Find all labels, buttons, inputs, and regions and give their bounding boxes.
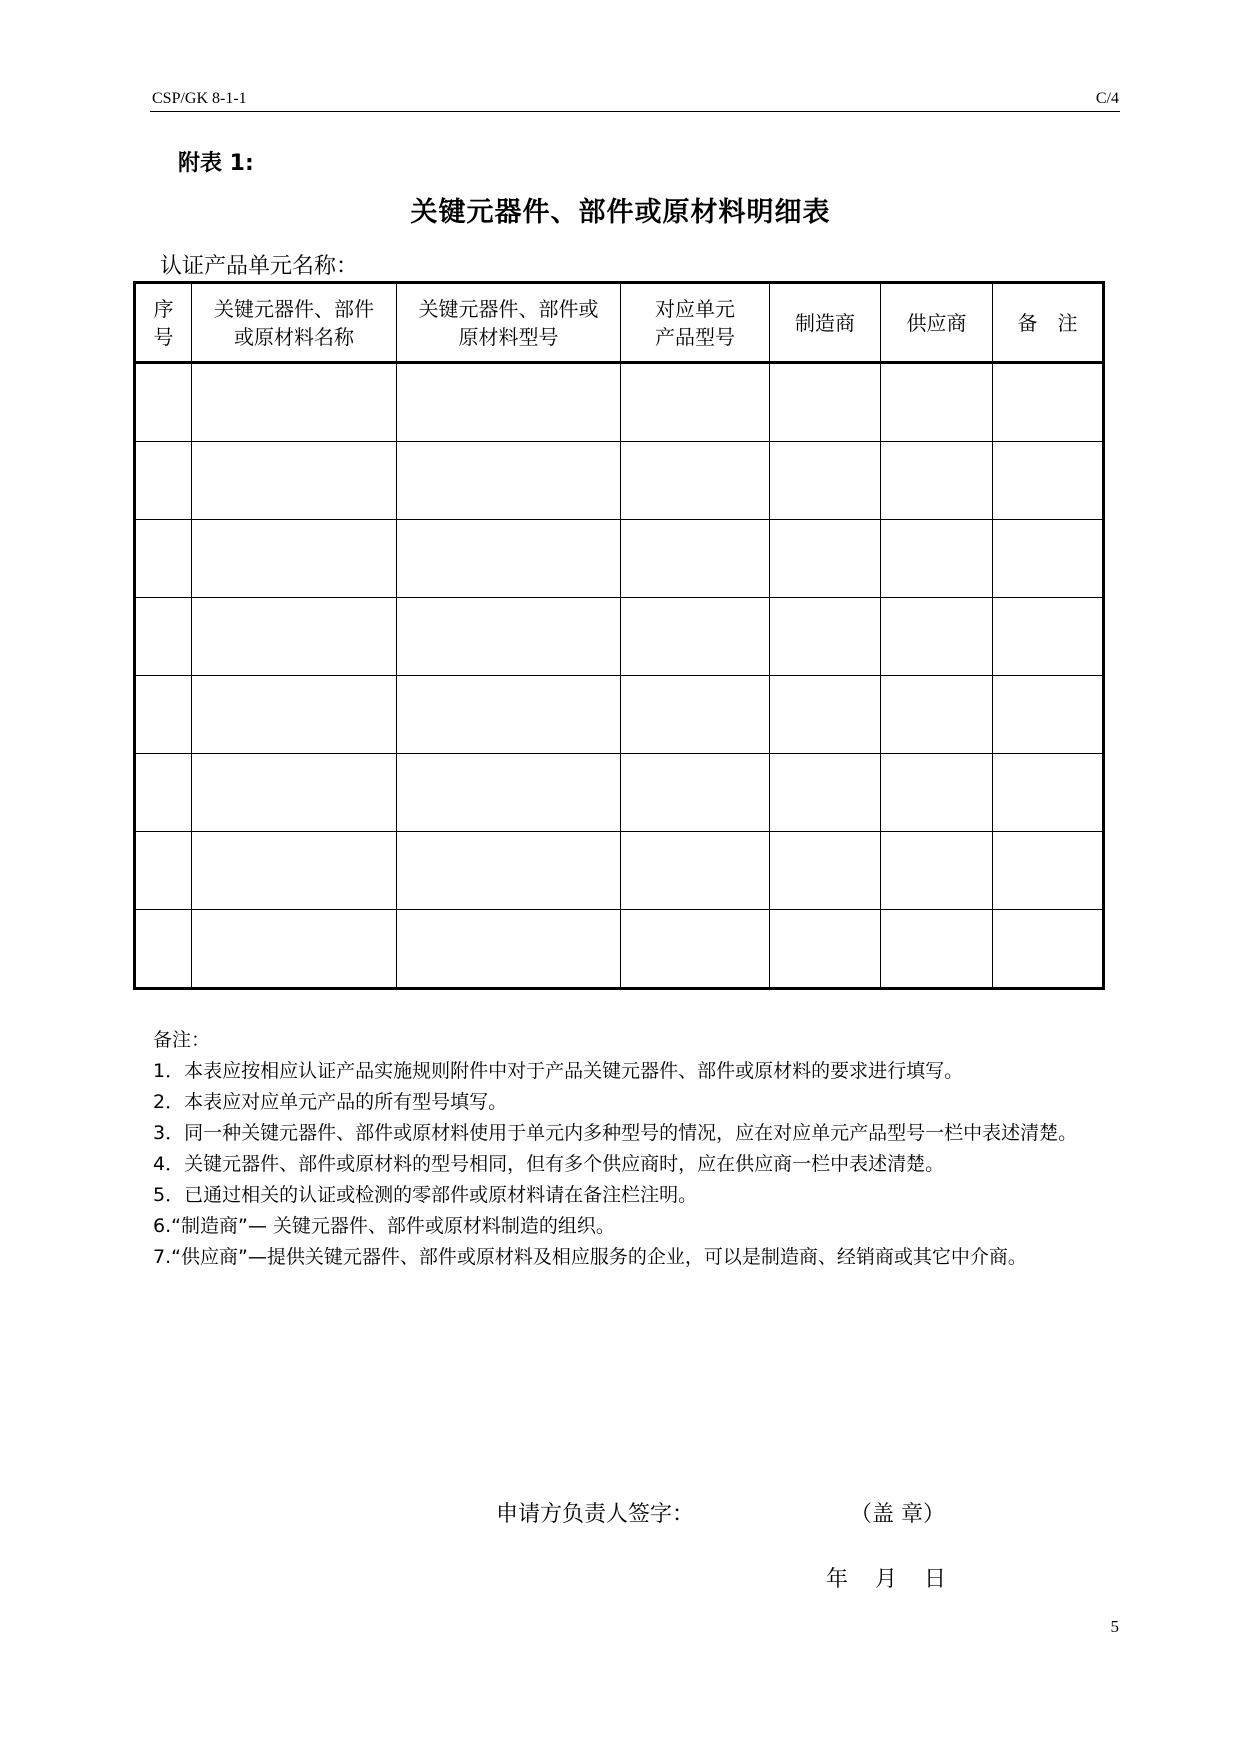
- table-body: [135, 363, 1104, 989]
- table-cell[interactable]: [397, 363, 621, 442]
- signature-label: 申请方负责人签字：: [496, 1502, 695, 1527]
- table-row: [135, 754, 1104, 832]
- column-header-component-name: 关键元器件、部件 或原材料名称: [192, 283, 397, 363]
- table-cell[interactable]: [135, 442, 192, 520]
- note-item: 4．关键元器件、部件或原材料的型号相同，但有多个供应商时，应在供应商一栏中表述清楚。: [153, 1153, 945, 1175]
- table-cell[interactable]: [993, 442, 1104, 520]
- table-cell[interactable]: [770, 363, 881, 442]
- table-cell[interactable]: [881, 754, 993, 832]
- table-cell[interactable]: [397, 832, 621, 910]
- date-label: 年 月 日: [826, 1567, 946, 1592]
- table-cell[interactable]: [135, 910, 192, 989]
- table-cell[interactable]: [192, 520, 397, 598]
- table-cell[interactable]: [192, 910, 397, 989]
- table-cell[interactable]: [397, 910, 621, 989]
- note-item: 1．本表应按相应认证产品实施规则附件中对于产品关键元器件、部件或原材料的要求进行填写。: [153, 1060, 964, 1082]
- note-item: 6.“制造商”— 关键元器件、部件或原材料制造的组织。: [153, 1215, 615, 1237]
- table-cell[interactable]: [621, 363, 770, 442]
- table-cell[interactable]: [621, 598, 770, 676]
- table-cell[interactable]: [993, 832, 1104, 910]
- table-row: [135, 363, 1104, 442]
- table-cell[interactable]: [621, 910, 770, 989]
- table-cell[interactable]: [192, 754, 397, 832]
- column-header-supplier: 供应商: [881, 283, 993, 363]
- table-cell[interactable]: [621, 520, 770, 598]
- table-row: [135, 442, 1104, 520]
- table-cell[interactable]: [397, 520, 621, 598]
- revision-code: C/4: [1095, 90, 1119, 107]
- table-cell[interactable]: [770, 520, 881, 598]
- table-cell[interactable]: [135, 832, 192, 910]
- table-cell[interactable]: [621, 442, 770, 520]
- table-cell[interactable]: [135, 598, 192, 676]
- table-cell[interactable]: [993, 754, 1104, 832]
- table-cell[interactable]: [135, 676, 192, 754]
- table-cell[interactable]: [770, 832, 881, 910]
- table-cell[interactable]: [881, 832, 993, 910]
- table-cell[interactable]: [135, 520, 192, 598]
- column-header-serial-no: 序 号: [135, 283, 192, 363]
- table-cell[interactable]: [135, 363, 192, 442]
- unit-name-label: 认证产品单元名称：: [160, 254, 359, 279]
- page-number: 5: [1110, 1617, 1119, 1636]
- table-row: [135, 910, 1104, 989]
- table-row: [135, 598, 1104, 676]
- table-cell[interactable]: [881, 598, 993, 676]
- table-cell[interactable]: [397, 442, 621, 520]
- table-row: [135, 832, 1104, 910]
- appendix-label: 附表 1:: [178, 151, 254, 176]
- table-cell[interactable]: [397, 676, 621, 754]
- table-cell[interactable]: [881, 676, 993, 754]
- column-header-product-model: 对应单元 产品型号: [621, 283, 770, 363]
- column-header-component-model: 关键元器件、部件或 原材料型号: [397, 283, 621, 363]
- notes-heading: 备注：: [153, 1029, 211, 1051]
- table-cell[interactable]: [770, 442, 881, 520]
- note-item: 5．已通过相关的认证或检测的零部件或原材料请在备注栏注明。: [153, 1184, 698, 1206]
- header-rule: [150, 111, 1120, 112]
- table-cell[interactable]: [192, 363, 397, 442]
- table-cell[interactable]: [770, 676, 881, 754]
- table-cell[interactable]: [770, 754, 881, 832]
- table-cell[interactable]: [881, 442, 993, 520]
- table-cell[interactable]: [621, 676, 770, 754]
- table-cell[interactable]: [993, 910, 1104, 989]
- table-cell[interactable]: [397, 754, 621, 832]
- table-cell[interactable]: [770, 598, 881, 676]
- table-cell[interactable]: [135, 754, 192, 832]
- table-cell[interactable]: [993, 598, 1104, 676]
- table-header-row: [135, 283, 1104, 363]
- table-cell[interactable]: [993, 363, 1104, 442]
- table-row: [135, 676, 1104, 754]
- note-item: 2．本表应对应单元产品的所有型号填写。: [153, 1091, 508, 1113]
- note-item: 3．同一种关键元器件、部件或原材料使用于单元内多种型号的情况，应在对应单元产品型号一栏中表述清楚。: [153, 1122, 1078, 1144]
- table-cell[interactable]: [993, 520, 1104, 598]
- table-cell[interactable]: [881, 363, 993, 442]
- table-cell[interactable]: [993, 676, 1104, 754]
- table-cell[interactable]: [192, 676, 397, 754]
- seal-label: （盖 章）: [850, 1502, 945, 1527]
- table-cell[interactable]: [770, 910, 881, 989]
- components-table: [133, 281, 1105, 990]
- table-cell[interactable]: [881, 910, 993, 989]
- column-header-manufacturer: 制造商: [770, 283, 881, 363]
- doc-code: CSP/GK 8-1-1: [152, 90, 247, 107]
- note-item: 7.“供应商”—提供关键元器件、部件或原材料及相应服务的企业，可以是制造商、经销商或其它中介商。: [153, 1246, 1027, 1268]
- table-cell[interactable]: [192, 442, 397, 520]
- page-title: 关键元器件、部件或原材料明细表: [410, 197, 831, 228]
- table-row: [135, 520, 1104, 598]
- table-cell[interactable]: [397, 598, 621, 676]
- table-cell[interactable]: [621, 754, 770, 832]
- column-header-remarks: 备 注: [993, 283, 1104, 363]
- notes-section: [153, 1025, 1123, 1273]
- table-cell[interactable]: [881, 520, 993, 598]
- table-cell[interactable]: [192, 598, 397, 676]
- table-cell[interactable]: [621, 832, 770, 910]
- table-cell[interactable]: [192, 832, 397, 910]
